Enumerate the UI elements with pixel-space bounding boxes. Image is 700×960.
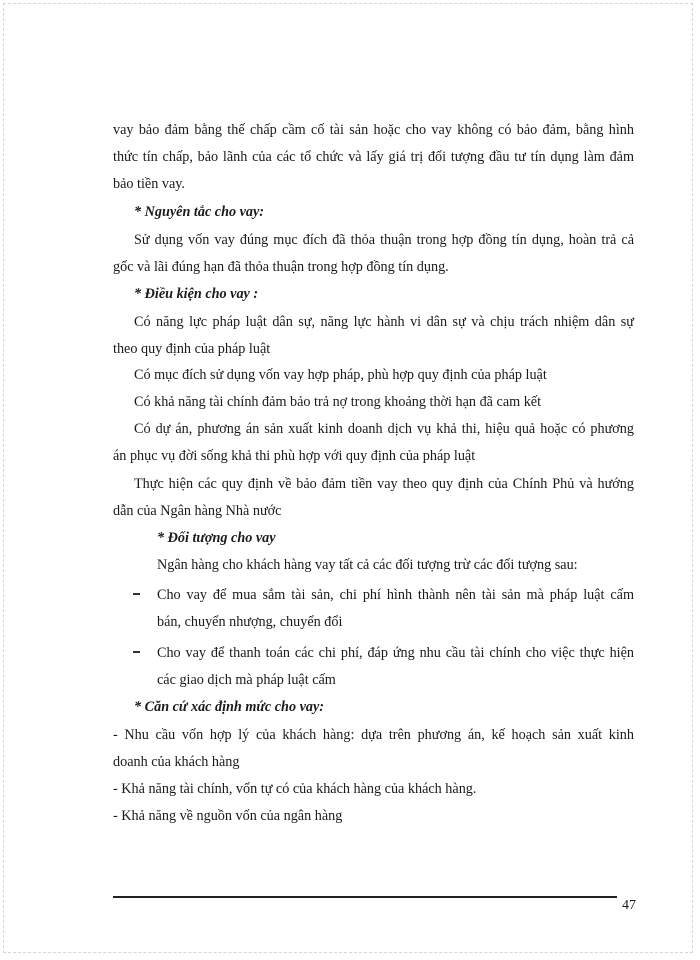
intro-line-3: bảo tiền vay. <box>113 176 185 192</box>
subject-exclusion-1-line-2: bán, chuyển nhượng, chuyển đổi <box>157 614 343 630</box>
condition-1-line-2: theo quy định của pháp luật <box>113 341 271 357</box>
intro-line-2: thức tín chấp, bảo lãnh của các tổ chức và lấy giá trị đối tượng đầu tư tín dụng làm đảm <box>113 149 634 165</box>
bullet-dash-2 <box>133 651 140 653</box>
basis-heading: * Căn cứ xác định mức cho vay: <box>134 699 324 715</box>
basis-item-1-line-2: doanh của khách hàng <box>113 754 240 770</box>
principles-heading: * Nguyên tắc cho vay: <box>134 204 265 220</box>
basis-item-1-line-1: - Nhu cầu vốn hợp lý của khách hàng: dựa trên phương án, kế hoạch sản xuất kinh <box>113 727 634 743</box>
footer-rule <box>113 896 617 898</box>
principles-line-1: Sử dụng vốn vay đúng mục đích đã thỏa thuận trong hợp đồng tín dụng, hoàn trả cả <box>134 232 634 248</box>
basis-item-3: - Khả năng về nguồn vốn của ngân hàng <box>113 808 343 824</box>
condition-5-line-1: Thực hiện các quy định về bảo đảm tiền vay theo quy định của Chính Phủ và hướng <box>134 476 634 492</box>
condition-4-line-2: án phục vụ đời sống khả thi phù hợp với quy định của pháp luật <box>113 448 476 464</box>
subject-exclusion-2-line-1: Cho vay để thanh toán các chi phí, đáp ứng nhu cầu tài chính cho việc thực hiện <box>157 645 634 661</box>
condition-5-line-2: dẫn của Ngân hàng Nhà nước <box>113 503 282 519</box>
subject-exclusion-2-line-2: các giao dịch mà pháp luật cấm <box>157 672 336 688</box>
condition-1-line-1: Có năng lực pháp luật dân sự, năng lực hành vi dân sự và chịu trách nhiệm dân sự <box>134 314 634 330</box>
condition-3: Có khả năng tài chính đảm bảo trả nợ trong khoảng thời hạn đã cam kết <box>134 394 542 410</box>
condition-4-line-1: Có dự án, phương án sản xuất kinh doanh dịch vụ khả thi, hiệu quả hoặc có phương <box>134 421 634 437</box>
subjects-intro: Ngân hàng cho khách hàng vay tất cả các đối tượng trừ các đối tượng sau: <box>157 557 578 573</box>
bullet-dash-1 <box>133 593 140 595</box>
principles-line-2: gốc và lãi đúng hạn đã thỏa thuận trong hợp đồng tín dụng. <box>113 259 449 275</box>
basis-item-2: - Khả năng tài chính, vốn tự có của khách hàng của khách hàng. <box>113 781 477 797</box>
subjects-heading: * Đối tượng cho vay <box>157 530 276 546</box>
conditions-heading: * Điều kiện cho vay : <box>134 286 259 302</box>
intro-line-1: vay bảo đảm bằng thế chấp cầm cố tài sản hoặc cho vay không có bảo đảm, bằng hình <box>113 122 634 138</box>
condition-2: Có mục đích sử dụng vốn vay hợp pháp, phù hợp quy định của pháp luật <box>134 367 547 383</box>
page-number: 47 <box>622 898 636 913</box>
subject-exclusion-1-line-1: Cho vay để mua sắm tài sản, chi phí hình thành nên tài sản mà pháp luật cấm <box>157 587 634 603</box>
